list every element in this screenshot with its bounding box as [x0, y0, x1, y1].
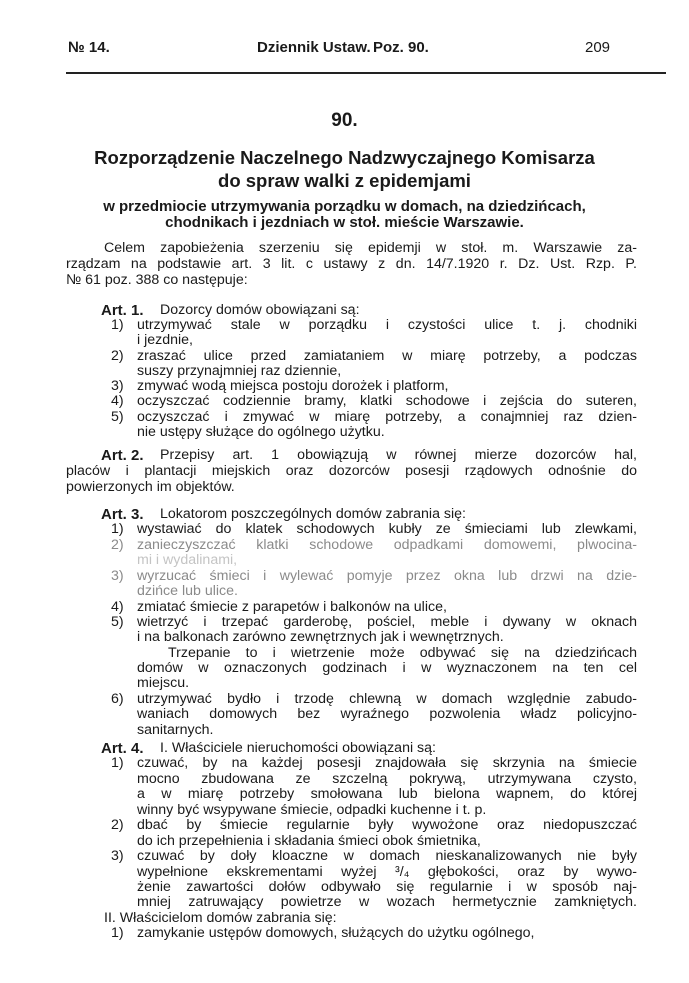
document-number: 90.	[331, 110, 358, 131]
part-heading: II. Właścicielom domów zabrania się:	[104, 910, 337, 926]
item-line: wypełnione ekskrementami wyżej ³/₄ głębokości, oraz by wywo-	[137, 864, 637, 880]
position-number: Poz. 90.	[373, 39, 429, 56]
header-rule	[66, 72, 666, 74]
item-number: 2)	[111, 537, 124, 553]
item-line: mocno zbudowana ze szczelną pokrywą, utrzymywana czysto,	[137, 771, 637, 787]
item-number: 5)	[111, 409, 124, 425]
item-number: 6)	[111, 691, 124, 707]
item-line: winny być wsypywane śmiecie, odpadki kuchenne i t. p.	[137, 802, 487, 818]
preamble-line: rządzam na podstawie art. 3 lit. c ustawy z dn. 14/7.1920 r. Dz. Ust. Rzp. P.	[66, 256, 637, 272]
item-line: mniej zatruwający powietrze w wozach hermetycznie zamkniętych.	[137, 894, 637, 910]
article-intro: I. Właściciele nieruchomości obowiązani są:	[160, 740, 436, 756]
article-label: Art. 3.	[101, 506, 144, 523]
article-line: powierzonych im objektów.	[66, 479, 235, 495]
item-line: wietrzyć i trzepać garderobę, pościel, meble i dywany w oknach	[137, 614, 637, 630]
item-line: wyrzucać śmieci i wylewać pomyje przez okna lub drzwi na dzie-	[137, 568, 637, 584]
item-number: 2)	[111, 348, 124, 364]
item-line: zanieczyszczać klatki schodowe odpadkami domowemi, plwocina-	[137, 537, 637, 553]
title-line: Rozporządzenie Naczelnego Nadzwyczajnego Komisarza	[94, 147, 595, 168]
item-line: domów w oznaczonych godzinach i w wyznaczonem na ten cel	[137, 660, 637, 676]
item-line: zamykanie ustępów domowych, służących do użytku ogólnego,	[137, 925, 535, 941]
item-number: 4)	[111, 393, 124, 409]
subtitle-line: chodnikach i jezdniach w stoł. mieście Warszawie.	[165, 214, 524, 231]
item-number: 4)	[111, 599, 124, 615]
item-number: 3)	[111, 568, 124, 584]
item-line: i na balkonach zarówno zewnętrznych jak i wewnętrznych.	[137, 629, 504, 645]
item-line: oczyszczać i zmywać w miarę potrzeby, a conajmniej raz dzien-	[137, 409, 637, 425]
page-number: 209	[585, 39, 611, 56]
item-line: dzińce lub ulice.	[137, 583, 238, 599]
item-line: nie ustępy służące do ogólnego użytku.	[137, 424, 385, 440]
article-line: placów i plantacji miejskich oraz dozorców posesji rządowych odnośnie do	[66, 463, 637, 479]
item-number: 2)	[111, 817, 124, 833]
item-line: czuwać by doły kloaczne w domach nieskanalizowanych nie były	[137, 848, 637, 864]
item-line: waniach domowych bez wyraźnego pozwolenia władz policyjno-	[137, 706, 637, 722]
preamble-line: Celem zapobieżenia szerzeniu się epidemji w stoł. m. Warszawie za-	[104, 240, 637, 256]
article-label: Art. 4.	[101, 740, 144, 757]
item-number: 1)	[111, 317, 124, 333]
title-line: do spraw walki z epidemjami	[218, 170, 471, 191]
item-line: utrzymywać stale w porządku i czystości ulice t. j. chodniki	[137, 317, 637, 333]
subtitle-line: w przedmiocie utrzymywania porządku w domach, na dziedzińcach,	[103, 198, 586, 215]
item-line: zraszać ulice przed zamiataniem w miarę potrzeby, a podczas	[137, 348, 637, 364]
item-number: 1)	[111, 925, 124, 941]
item-line: dbać by śmiecie regularnie były wywożone oraz niedopuszczać	[137, 817, 637, 833]
item-line: suszy przynajmniej raz dziennie,	[137, 363, 342, 379]
item-line: miejscu.	[137, 675, 190, 691]
item-line: czuwać, by na każdej posesji znajdowała się skrzynia na śmiecie	[137, 755, 637, 771]
article-label: Art. 2.	[101, 447, 144, 464]
item-line: wystawiać do klatek schodowych kubły ze śmieciami lub zlewkami,	[137, 521, 637, 537]
article-label: Art. 1.	[101, 302, 144, 319]
article-line: Przepisy art. 1 obowiązują w równej mierze dozorców hal,	[160, 447, 637, 463]
item-number: 5)	[111, 614, 124, 630]
item-line: sanitarnych.	[137, 722, 214, 738]
item-number: 3)	[111, 378, 124, 394]
item-line: i jezdnie,	[137, 332, 193, 348]
article-intro: Lokatorom poszczególnych domów zabrania się:	[160, 506, 466, 522]
item-line: mi i wydalinami,	[137, 552, 238, 568]
item-line: a w miarę potrzeby smołowana lub bielona wapnem, do której	[137, 786, 637, 802]
item-line: Trzepanie to i wietrzenie może odbywać się na dziedzińcach	[168, 645, 637, 661]
item-line: żenie zawartości dołów odbywało się regularnie i w sposób naj-	[137, 879, 637, 895]
article-intro: Dozorcy domów obowiązani są:	[160, 302, 360, 318]
item-number: 1)	[111, 521, 124, 537]
item-line: oczyszczać codziennie bramy, klatki schodowe i zejścia do suteren,	[137, 393, 637, 409]
item-line: zmywać wodą miejsca postoju dorożek i platform,	[137, 378, 449, 394]
item-number: 3)	[111, 848, 124, 864]
item-line: utrzymywać bydło i trzodę chlewną w domach względnie zabudo-	[137, 691, 637, 707]
item-line: do ich przepełnienia i składania śmieci obok śmietnika,	[137, 833, 481, 849]
journal-name: Dziennik Ustaw.	[257, 39, 371, 56]
item-number: 1)	[111, 755, 124, 771]
item-line: zmiatać śmiecie z parapetów i balkonów na ulice,	[137, 599, 447, 615]
issue-number: № 14.	[68, 39, 110, 56]
preamble-line: № 61 poz. 388 co następuje:	[66, 272, 248, 288]
